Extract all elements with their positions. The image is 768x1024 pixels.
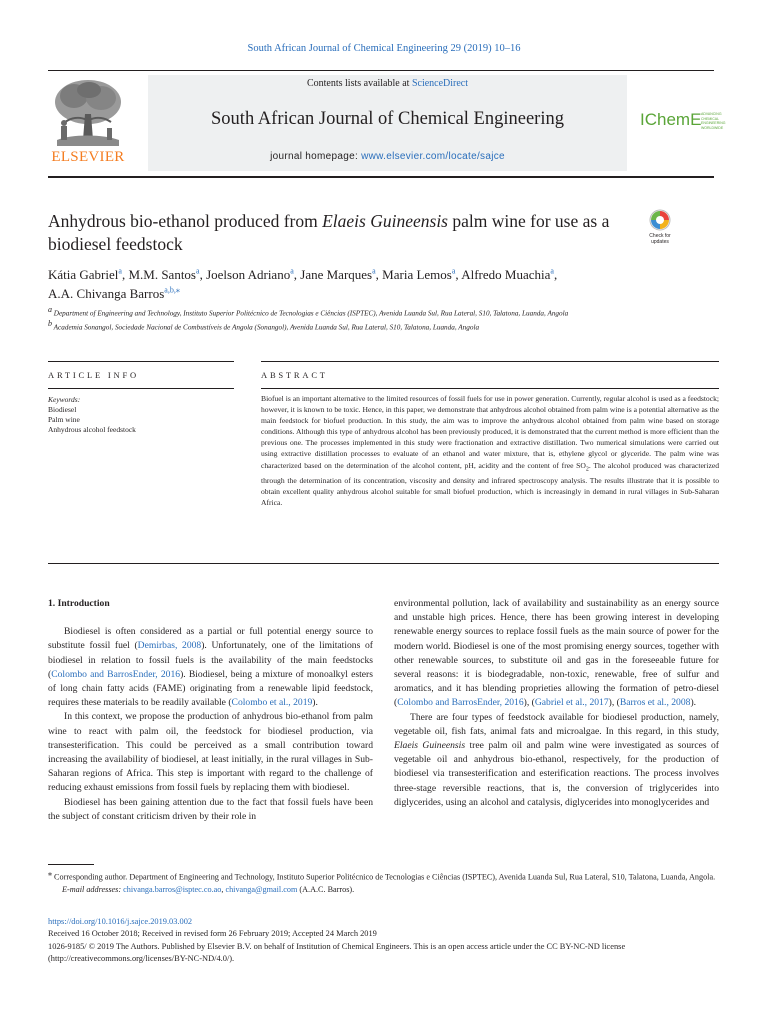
affiliation-a-mark: a bbox=[48, 305, 52, 314]
section-heading-introduction: 1. Introduction bbox=[48, 598, 110, 609]
paragraph bbox=[394, 711, 719, 810]
elsevier-wordmark: ELSEVIER bbox=[51, 149, 125, 165]
author-affil-mark[interactable]: a bbox=[196, 266, 200, 276]
author-affil-mark[interactable]: a bbox=[372, 266, 376, 276]
citation-link[interactable]: Demirbas, 2008 bbox=[137, 640, 202, 652]
contents-prefix: Contents lists available at bbox=[306, 78, 412, 89]
author-affil-mark[interactable]: a bbox=[290, 266, 294, 276]
icheme-tagline: ADVANCING CHEMICAL ENGINEERING WORLDWIDE bbox=[701, 112, 726, 130]
icheme-logo[interactable] bbox=[640, 110, 726, 132]
paragraph-text: ). Unfortunately, one of the limitations of biodiesel in relation to fossil fuels is the availability of the main feedstocks ( bbox=[48, 640, 373, 680]
citation-link[interactable]: Colombo and BarrosEnder, 2016 bbox=[51, 668, 181, 680]
footnote-emails bbox=[48, 884, 720, 897]
affiliation-a bbox=[48, 305, 670, 319]
paragraph: In this context, we propose the production of anhydrous bio-ethanol from palm wine to react with palm oil, the feedstock for biodiesel production, via transesterification. This could be perceived as a small contribution toward increasing the availability of biodiesel, at least initially, in the rural villages in Sub-Saharan regions of Africa. This step is important with regard to the challenge of reducing exhaust emissions from fossil fuels by replacing them with biodiesel. bbox=[48, 711, 373, 794]
footnote-corresponding bbox=[48, 868, 720, 884]
keyword-item: Palm wine bbox=[48, 415, 80, 424]
author-list: Kátia Gabriel$^a$, M.M. Santos$^a$, Joelson Adriano$^a$, Jane Marques$^a$, Maria Lemos$^a$, Alfredo Muachia$^a$, A.A. Chivanga Barros$^{a,b,⁎}$ bbox=[48, 266, 558, 301]
citation-link[interactable]: Gabriel et al., 2017 bbox=[534, 697, 609, 709]
citation-link[interactable]: Colombo and BarrosEnder, 2016 bbox=[397, 697, 524, 709]
paragraph: Biodiesel has been gaining attention due to the fact that fossil fuels have been the subject of constant criticism driven by their role in bbox=[48, 796, 373, 822]
article-info-rule-2 bbox=[48, 388, 234, 389]
doi-link[interactable]: https://doi.org/10.1016/j.sajce.2019.03.002 bbox=[48, 917, 193, 926]
author-affil-mark[interactable]: a bbox=[118, 266, 122, 276]
affiliation-b-text: Academia Sonangol, Sociedade Nacional de Combustíveis de Angola (Sonangol), Avenida Luanda Sul, Rua Lateral, S10, Talatona, Luanda, Angola bbox=[53, 323, 480, 332]
affiliation-a-text: Department of Engineering and Technology, Instituto Superior Politécnico de Tecnologias e Ciências (ISPTEC), Avenida Luanda Sul, Rua Lateral, S10, Talatona, Luanda, Angola bbox=[53, 309, 569, 318]
footnote-mark: ⁎ bbox=[48, 869, 52, 878]
abstract-rule-2 bbox=[261, 388, 719, 389]
journal-homepage bbox=[148, 151, 627, 162]
article-info-rule bbox=[48, 361, 234, 362]
paragraph bbox=[48, 625, 373, 710]
email-label: E-mail addresses: bbox=[62, 885, 122, 895]
author-name[interactable]: M.M. Santos bbox=[128, 267, 196, 282]
title-part-1: Anhydrous bio-ethanol produced from bbox=[48, 211, 323, 231]
abstract-text bbox=[261, 393, 719, 508]
received-dates: Received 16 October 2018; Received in revised form 26 February 2019; Accepted 24 March 2019 bbox=[48, 929, 377, 939]
keywords-block bbox=[48, 395, 136, 435]
abstract-rule bbox=[261, 361, 719, 362]
paragraph-text: ), ( bbox=[523, 697, 535, 709]
body-column-left bbox=[48, 597, 373, 824]
email-link[interactable]: chivanga.barros@isptec.co.ao bbox=[123, 885, 222, 895]
keywords-label: Keywords: bbox=[48, 395, 81, 404]
abstract-subscript: 2 bbox=[585, 466, 589, 473]
check-updates-icon bbox=[643, 208, 677, 234]
sciencedirect-link[interactable]: ScienceDirect bbox=[411, 78, 469, 89]
abstract-heading: ABSTRACT bbox=[261, 370, 328, 380]
journal-citation-link[interactable]: South African Journal of Chemical Engineering 29 (2019) 10–16 bbox=[247, 43, 521, 54]
masthead-top-rule bbox=[48, 70, 714, 71]
paragraph-text: Biodiesel is often considered as a partial or full potential energy source to substitute fossil fuel ( bbox=[48, 626, 373, 652]
footnote-rule bbox=[48, 864, 94, 865]
paragraph-text: There are four types of feedstock available for biodiesel production, namely, vegetable oil, fish fats, animal fats and microalgae. In this regard, in this study, bbox=[394, 711, 719, 737]
homepage-link[interactable]: www.elsevier.com/locate/sajce bbox=[361, 151, 505, 162]
contents-availability bbox=[148, 78, 627, 89]
species-name: Elaeis Guineensis bbox=[394, 740, 466, 752]
license-statement: 1026-9185/ © 2019 The Authors. Published by Elsevier B.V. on behalf of Institution of Chemical Engineers. This is an open access article under the CC BY-NC-ND license (http://creativecommons.org/licenses/BY-NC-ND/4.0/). bbox=[48, 941, 626, 963]
title-part-2: palm wine for use as a biodiesel feedstock bbox=[48, 211, 610, 254]
keyword-item: Anhydrous alcohol feedstock bbox=[48, 425, 136, 434]
email-separator: , bbox=[221, 885, 226, 895]
check-updates-label: Check for updates bbox=[649, 233, 671, 245]
article-info-heading: ARTICLE INFO bbox=[48, 370, 139, 380]
footnote-text: Corresponding author. Department of Engineering and Technology, Instituto Superior Politécnico de Tecnologias e Ciências (ISPTEC), Avenida Luanda Sul, Rua Lateral, S10, Talatona, Luanda, Angola. bbox=[54, 872, 716, 882]
email-suffix: (A.A.C. Barros). bbox=[297, 885, 355, 895]
keyword-item: Biodiesel bbox=[48, 405, 77, 414]
abstract-body: Biofuel is an important alternative to the limited resources of fossil fuels for use in power generation. Currently, regular alcohol is used as a feedstock; however, it is known to be toxic. Hence, in this paper, we demonstrate that anhydrous alcohol obtained from palm wine is a potential alternative as the main feedstock for biofuel production. In this study, the aim was to improve the anhydrous alcohol obtained from palm wine based on storage conditions. Although this type of anhydrous alcohol has been previously produced, it is demonstrated that the current method is more efficient than the previous one. The processes implemented in this study were fractionation and extractive distillation. Two numerical simulations were carried out using extractive distillation processes to evaluate of an ethanol and water mixture, that is, ethylene glycol or glyceride. The palm wine was characterized based on the determination of the alcohol content, pH, acidity and the content of free SO bbox=[261, 394, 719, 470]
author-name[interactable]: A.A. Chivanga Barros bbox=[48, 286, 165, 301]
author-affil-mark[interactable]: a bbox=[550, 266, 554, 276]
corresponding-author-footnote bbox=[48, 868, 720, 897]
check-for-updates-button[interactable] bbox=[643, 208, 677, 254]
author-name[interactable]: Alfredo Muachia bbox=[461, 267, 551, 282]
masthead-bottom-rule bbox=[48, 176, 714, 178]
paragraph-text: ), ( bbox=[608, 697, 620, 709]
paragraph-text: ). Biodiesel, being a mixture of monoalkyl esters of long chain fatty acids (FAME) originating from a renewable lipid feedstock, requires these materials to be readily available ( bbox=[48, 668, 373, 709]
author-name[interactable]: Kátia Gabriel bbox=[48, 267, 119, 282]
homepage-prefix: journal homepage: bbox=[270, 151, 362, 162]
affiliation-b-mark: b bbox=[48, 318, 52, 328]
paragraph-text: tree palm oil and palm wine were investigated as sources of vegetable oil and anhydrous bio-ethanol, respectively, for the production of biodiesel via transesterification and esterification reactions. The process involves three-stage reversible reactions, that is, the conversion of triglycerides into diglycerides, using an alcohol and catalysis, diglycerides into monoglycerides and bbox=[394, 740, 719, 808]
author-affil-mark[interactable]: a,b,⁎ bbox=[164, 285, 180, 295]
affiliations bbox=[48, 305, 670, 333]
citation-link[interactable]: Barros et al., 2008 bbox=[619, 697, 691, 709]
paragraph-text: environmental pollution, lack of availability and sustainability as an energy source and unstable high prices. Hence, there has been growing interest in developing renewable energy sources to replace fossil fuels as the main source of power for the modern world. Biodiesel is one of the most promising energy sources, together with other renewable sources, to substitute oil and gas in the foreseeable future for several reasons: it is biodegradable, non-toxic, renewable, free of sulfur and aromatics, and it has blending proprieties allowing the formation of petro-diesel ( bbox=[394, 598, 719, 709]
body-column-right bbox=[394, 597, 719, 810]
icheme-wordmark: IChemE bbox=[640, 110, 702, 129]
title-species: Elaeis Guineensis bbox=[322, 211, 448, 231]
journal-name: South African Journal of Chemical Engineering bbox=[211, 109, 564, 129]
affiliation-b bbox=[48, 319, 670, 333]
author-name[interactable]: Jane Marques bbox=[300, 267, 373, 282]
abstract-end-rule bbox=[48, 563, 719, 564]
author-name[interactable]: Maria Lemos bbox=[382, 267, 452, 282]
author-affil-mark[interactable]: a bbox=[451, 266, 456, 276]
paragraph bbox=[394, 597, 719, 711]
paragraph-text: ). bbox=[690, 697, 697, 709]
email-link[interactable]: chivanga@gmail.com bbox=[225, 885, 298, 895]
abstract-body-end: . The alcohol produced was characterized through the determination of its concentration, viscosity and density and infrared spectroscopy analysis. The results illustrate that it is possible to obtain excellent quality anhydrous alcohol suitable for small biofuel production, which is increasingly in demand in rural villages in Sub-Saharan Africa. bbox=[261, 460, 719, 508]
author-name[interactable]: Joelson Adriano bbox=[206, 267, 291, 282]
article-title bbox=[48, 210, 638, 256]
paragraph-text: ). bbox=[312, 697, 318, 709]
citation-link[interactable]: Colombo et al., 2019 bbox=[231, 697, 313, 709]
publication-metadata bbox=[48, 916, 708, 965]
